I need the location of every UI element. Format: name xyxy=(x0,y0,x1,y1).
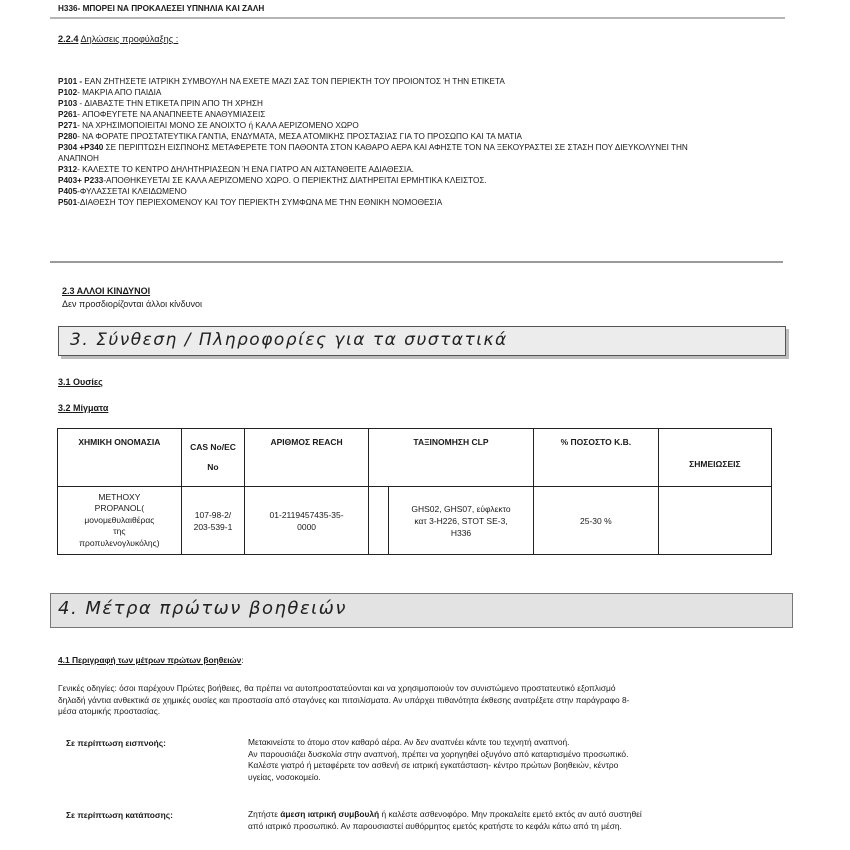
precaution-line: P501-ΔΙΑΘΕΣΗ ΤΟΥ ΠΕΡΙΕΧΟΜΕΝΟΥ ΚΑΙ ΤΟΥ ΠΕΡΙΕΚΤΗ ΣΥΜΦΩΝΑ ΜΕ ΤΗΝ ΕΘΝΙΚΗ ΝΟΜΟΘΕΣΙΑ xyxy=(58,198,443,207)
section-2-2-4-number: 2.2.4 xyxy=(58,34,79,44)
precautionary-statements xyxy=(58,76,798,208)
cell-clp-classification: GHS02, GHS07, εύφλεκτο κατ 3-H226, STOT SE-3, H336 xyxy=(389,487,534,555)
section-4-1-title: 4.1 Περιγραφή των μέτρων πρώτων βοηθειών: xyxy=(58,655,244,665)
section-2-2-4-title: Δηλώσεις προφύλαξης : xyxy=(80,34,179,44)
general-instructions: Γενικές οδηγίες: όσοι παρέχουν Πρώτες βοήθειες, θα πρέπει να αυτοπροστατεύονται και να χρησιμοποιούν τον συνιστώμενο προστατευτικό εξοπλισμό δηλαδή γάντια ανθεκτικά σε χημικές ουσίες και προστασία από σταγόνες και πιτσιλίσματα. Αν υπάρχει πιθανότητα έκθεσης ανατρέξετε στην παράγραφο 8- μέσα ατομικής προστασίας. xyxy=(58,683,630,716)
header-clp-classification: ΤΑΞΙΝΟΜΗΣΗ CLP xyxy=(368,429,533,487)
section-2-3-title: 2.3 ΑΛΛΟΙ ΚΙΝΔΥΝΟΙ xyxy=(62,286,151,296)
composition-table xyxy=(57,428,772,555)
inhalation-label: Σε περίπτωση εισπνοής: xyxy=(66,738,166,748)
hazard-statement-h336: H336- ΜΠΟΡΕΙ ΝΑ ΠΡΟΚΑΛΕΣΕΙ ΥΠΝΗΛΙΑ ΚΑΙ ΖΑΛΗ xyxy=(58,4,265,13)
precaution-line: P103 - ΔΙΑΒΑΣΤΕ ΤΗΝ ΕΤΙΚΕΤΑ ΠΡΙΝ ΑΠΟ ΤΗ ΧΡΗΣΗ xyxy=(58,99,263,108)
precaution-line: P280- ΝΑ ΦΟΡΑΤΕ ΠΡΟΣΤΑΤΕΥΤΙΚΑ ΓΑΝΤΙΑ, ΕΝΔΥΜΑΤΑ, ΜΕΣΑ ΑΤΟΜΙΚΗΣ ΠΡΟΣΤΑΣΙΑΣ ΓΙΑ ΤΟ ΠΡΟΣΩΠΟ ΚΑΙ ΤΑ ΜΑΤΙΑ xyxy=(58,132,522,141)
section-3-1-title: 3.1 Ουσίες xyxy=(58,377,103,387)
section-2-3-text: Δεν προσδιορίζονται άλλοι κίνδυνοι xyxy=(62,299,203,309)
precaution-line: P304 +P340 ΣΕ ΠΕΡΙΠΤΩΣΗ ΕΙΣΠΝΟΗΣ ΜΕΤΑΦΕΡΕΤΕ ΤΟΝ ΠΑΘΟΝΤΑ ΣΤΟΝ ΚΑΘΑΡΟ ΑΕΡΑ ΚΑΙ ΑΦΗΣΤΕ ΤΟΝ ΝΑ ΞΕΚΟΥΡΑΣΤΕΙ ΣΕ ΣΤΑΣΗ ΠΟΥ ΔΙΕΥΚΟΛΥΝΕΙ ΤΗΝ xyxy=(58,143,688,152)
precaution-line: P271- ΝΑ ΧΡΗΣΙΜΟΠΟΙΕΙΤΑΙ ΜΟΝΟ ΣΕ ΑΝΟΙΧΤΟ ή ΚΑΛΑ ΑΕΡΙΖΟΜΕΝΟ ΧΩΡΟ xyxy=(58,121,359,130)
header-chemical-name: ΧΗΜΙΚΗ ΟΝΟΜΑΣΙΑ xyxy=(58,429,182,487)
table-header-row xyxy=(58,429,772,487)
cell-percentage: 25-30 % xyxy=(533,487,658,555)
precaution-line: P405-ΦΥΛΑΣΣΕΤΑΙ ΚΛΕΙΔΩΜΕΝΟ xyxy=(58,187,187,196)
precaution-line: P101 - ΕΑΝ ΖΗΤΗΣΕΤΕ ΙΑΤΡΙΚΗ ΣΥΜΒΟΥΛΗ ΝΑ ΕΧΕΤΕ ΜΑΖΙ ΣΑΣ ΤΟΝ ΠΕΡΙΕΚΤΗ ΤΟΥ ΠΡΟΙΟΝΤΟΣ Ή ΤΗΝ ΕΤΙΚΕΤΑ xyxy=(58,77,505,86)
section-3-heading: 3. Σύνθεση / Πληροφορίες για τα συστατικά xyxy=(70,330,508,350)
precaution-line: P312- ΚΑΛΕΣΤΕ ΤΟ ΚΕΝΤΡΟ ΔΗΛΗΤΗΡΙΑΣΕΩΝ Ή ΕΝΑ ΓΙΑΤΡΟ ΑΝ ΑΙΣΤΑΝΘΕΙΤΕ ΑΔΙΑΘΕΣΙΑ. xyxy=(58,165,414,174)
precaution-line: P102- ΜΑΚΡΙΑ ΑΠΟ ΠΑΙΔΙΑ xyxy=(58,88,162,97)
top-divider xyxy=(50,17,785,19)
cell-reach-number: 01-2119457435-35- 0000 xyxy=(245,487,369,555)
precaution-line: P403+ P233-ΑΠΟΘΗΚΕΥΕΤΑΙ ΣΕ ΚΑΛΑ ΑΕΡΙΖΟΜΕΝΟ ΧΩΡΟ. Ο ΠΕΡΙΕΚΤΗΣ ΔΙΑΤΗΡΕΙΤΑΙ ΕΡΜΗΤΙΚΑ ΚΛΕΙΣΤΟΣ. xyxy=(58,176,487,185)
ingestion-text: Ζητήστε άμεση ιατρική συμβουλή ή καλέστε ασθενοφόρο. Μην προκαλείτε εμετό εκτός αν αυτό συστηθεί από ιατρικό προσωπικό. Αν παρουσιαστεί αυθόρμητος εμετός κρατήστε το κεφάλι κάτω από τη μέση. xyxy=(248,809,642,831)
cell-chemical-name: METHOXY PROPANOL( μονομεθυλαιθέρας της προπυλενογλυκόλης) xyxy=(58,487,182,555)
cell-cas-number: 107-98-2/ 203-539-1 xyxy=(181,487,244,555)
header-percentage: % ΠΟΣΟΣΤΟ Κ.Β. xyxy=(533,429,658,487)
section-divider xyxy=(50,261,783,263)
header-notes: ΣΗΜΕΙΩΣΕΙΣ xyxy=(658,429,771,487)
table-row xyxy=(58,487,772,555)
precaution-line: ΑΝΑΠΝΟΗ xyxy=(58,154,99,163)
header-cas-number: CAS No/EC No xyxy=(181,429,244,487)
cell-clp-spacer xyxy=(368,487,388,555)
section-3-2-title: 3.2 Μίγματα xyxy=(58,403,109,413)
section-2-2-4-heading xyxy=(58,34,178,44)
ingestion-label: Σε περίπτωση κατάποσης: xyxy=(66,810,173,820)
inhalation-text: Μετακινείστε το άτομο στον καθαρό αέρα. Αν δεν αναπνέει κάντε του τεχνητή αναπνοή. Αν παρουσιάζει δυσκολία στην αναπνοή, πρέπει να χορηγηθεί οξυγόνο από καταρτισμένο προσωπικό. Καλέστε γιατρό ή μεταφέρετε τον ασθενή σε ιατρική εγκατάσταση- κέντρο πρώτων βοηθειών, κέντρο υγείας, νοσοκομείο. xyxy=(248,737,629,782)
header-reach-number: ΑΡΙΘΜΟΣ REACH xyxy=(245,429,369,487)
cell-notes xyxy=(658,487,771,555)
section-4-heading: 4. Μέτρα πρώτων βοηθειών xyxy=(58,598,347,619)
precaution-line: P261- ΑΠΟΦΕΥΓΕΤΕ ΝΑ ΑΝΑΠΝΕΕΤΕ ΑΝΑΘΥΜΙΑΣΕΙΣ xyxy=(58,110,266,119)
